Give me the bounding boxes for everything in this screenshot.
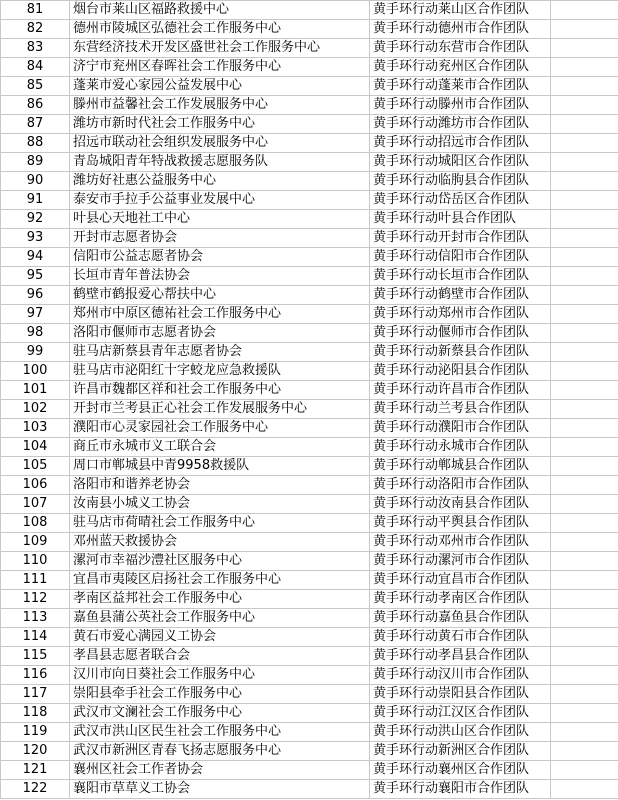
organization-name-cell: 信阳市公益志愿者协会: [70, 248, 370, 267]
table-row: [1, 514, 618, 533]
empty-cell: [551, 210, 618, 229]
empty-cell: [551, 571, 618, 590]
team-name-cell: 黄手环行动永城市合作团队: [370, 438, 551, 457]
empty-cell: [551, 324, 618, 343]
row-number-cell: 119: [1, 723, 70, 742]
table-row: [1, 647, 618, 666]
organization-name-cell: 洛阳市偃师市志愿者协会: [70, 324, 370, 343]
team-name-cell: 黄手环行动滕州市合作团队: [370, 96, 551, 115]
table-row: [1, 267, 618, 286]
empty-cell: [551, 628, 618, 647]
empty-cell: [551, 476, 618, 495]
table-row: [1, 381, 618, 400]
row-number-cell: 118: [1, 704, 70, 723]
team-name-cell: 黄手环行动洛阳市合作团队: [370, 476, 551, 495]
table-row: [1, 704, 618, 723]
empty-cell: [551, 115, 618, 134]
empty-cell: [551, 248, 618, 267]
team-name-cell: 黄手环行动襄州区合作团队: [370, 761, 551, 780]
organization-name-cell: 黄石市爱心满园义工协会: [70, 628, 370, 647]
organization-name-cell: 武汉市文澜社会工作服务中心: [70, 704, 370, 723]
table-row: [1, 324, 618, 343]
organization-name-cell: 青岛城阳青年特战救援志愿服务队: [70, 153, 370, 172]
team-name-cell: 黄手环行动兖州区合作团队: [370, 58, 551, 77]
table-row: [1, 628, 618, 647]
organization-name-cell: 襄阳市草草义工协会: [70, 780, 370, 799]
row-number-cell: 82: [1, 20, 70, 39]
table-row: [1, 533, 618, 552]
empty-cell: [551, 134, 618, 153]
table-row: [1, 172, 618, 191]
row-number-cell: 89: [1, 153, 70, 172]
empty-cell: [551, 704, 618, 723]
table-row: [1, 552, 618, 571]
empty-cell: [551, 552, 618, 571]
organization-name-cell: 鹤壁市鹤报爱心帮扶中心: [70, 286, 370, 305]
team-name-cell: 黄手环行动叶县合作团队: [370, 210, 551, 229]
table-row: [1, 495, 618, 514]
empty-cell: [551, 685, 618, 704]
empty-cell: [551, 438, 618, 457]
empty-cell: [551, 39, 618, 58]
row-number-cell: 101: [1, 381, 70, 400]
empty-cell: [551, 286, 618, 305]
organization-name-cell: 开封市兰考县正心社会工作发展服务中心: [70, 400, 370, 419]
organization-name-cell: 濮阳市心灵家园社会工作服务中心: [70, 419, 370, 438]
organization-name-cell: 驻马店市泌阳红十字蛟龙应急救援队: [70, 362, 370, 381]
table-row: [1, 115, 618, 134]
organization-name-cell: 武汉市新洲区青春飞扬志愿服务中心: [70, 742, 370, 761]
table-row: [1, 362, 618, 381]
empty-cell: [551, 419, 618, 438]
row-number-cell: 83: [1, 39, 70, 58]
organization-name-cell: 潍坊市新时代社会工作服务中心: [70, 115, 370, 134]
table-row: [1, 153, 618, 172]
organization-name-cell: 孝南区益邦社会工作服务中心: [70, 590, 370, 609]
team-name-cell: 黄手环行动新洲区合作团队: [370, 742, 551, 761]
team-name-cell: 黄手环行动开封市合作团队: [370, 229, 551, 248]
team-name-cell: 黄手环行动襄阳市合作团队: [370, 780, 551, 799]
organization-name-cell: 济宁市兖州区春晖社会工作服务中心: [70, 58, 370, 77]
row-number-cell: 109: [1, 533, 70, 552]
row-number-cell: 107: [1, 495, 70, 514]
table-row: [1, 419, 618, 438]
row-number-cell: 108: [1, 514, 70, 533]
table-row: [1, 1, 618, 20]
row-number-cell: 91: [1, 191, 70, 210]
empty-cell: [551, 362, 618, 381]
organization-name-cell: 长垣市青年普法协会: [70, 267, 370, 286]
row-number-cell: 86: [1, 96, 70, 115]
team-name-cell: 黄手环行动崇阳县合作团队: [370, 685, 551, 704]
team-name-cell: 黄手环行动洪山区合作团队: [370, 723, 551, 742]
empty-cell: [551, 533, 618, 552]
row-number-cell: 112: [1, 590, 70, 609]
row-number-cell: 114: [1, 628, 70, 647]
team-name-cell: 黄手环行动新蔡县合作团队: [370, 343, 551, 362]
team-name-cell: 黄手环行动临朐县合作团队: [370, 172, 551, 191]
team-name-cell: 黄手环行动长垣市合作团队: [370, 267, 551, 286]
empty-cell: [551, 77, 618, 96]
row-number-cell: 120: [1, 742, 70, 761]
table-row: [1, 39, 618, 58]
organization-name-cell: 驻马店新蔡县青年志愿者协会: [70, 343, 370, 362]
team-name-cell: 黄手环行动许昌市合作团队: [370, 381, 551, 400]
team-name-cell: 黄手环行动宜昌市合作团队: [370, 571, 551, 590]
empty-cell: [551, 723, 618, 742]
organization-name-cell: 嘉鱼县蒲公英社会工作服务中心: [70, 609, 370, 628]
table-row: [1, 780, 618, 799]
row-number-cell: 90: [1, 172, 70, 191]
table-row: [1, 438, 618, 457]
empty-cell: [551, 229, 618, 248]
empty-cell: [551, 381, 618, 400]
organization-name-cell: 泰安市手拉手公益事业发展中心: [70, 191, 370, 210]
team-name-cell: 黄手环行动平舆县合作团队: [370, 514, 551, 533]
empty-cell: [551, 590, 618, 609]
team-name-cell: 黄手环行动黄石市合作团队: [370, 628, 551, 647]
empty-cell: [551, 96, 618, 115]
organization-name-cell: 襄州区社会工作者协会: [70, 761, 370, 780]
team-name-cell: 黄手环行动城阳区合作团队: [370, 153, 551, 172]
team-name-cell: 黄手环行动岱岳区合作团队: [370, 191, 551, 210]
row-number-cell: 111: [1, 571, 70, 590]
empty-cell: [551, 305, 618, 324]
row-number-cell: 85: [1, 77, 70, 96]
team-name-cell: 黄手环行动孝南区合作团队: [370, 590, 551, 609]
table-row: [1, 742, 618, 761]
table-row: [1, 723, 618, 742]
team-name-cell: 黄手环行动招远市合作团队: [370, 134, 551, 153]
row-number-cell: 92: [1, 210, 70, 229]
organization-name-cell: 叶县心天地社工中心: [70, 210, 370, 229]
row-number-cell: 113: [1, 609, 70, 628]
empty-cell: [551, 761, 618, 780]
team-name-cell: 黄手环行动泌阳县合作团队: [370, 362, 551, 381]
organization-name-cell: 驻马店市荷晴社会工作服务中心: [70, 514, 370, 533]
row-number-cell: 84: [1, 58, 70, 77]
organization-name-cell: 洛阳市和谐养老协会: [70, 476, 370, 495]
organization-name-cell: 商丘市永城市义工联合会: [70, 438, 370, 457]
team-name-cell: 黄手环行动漯河市合作团队: [370, 552, 551, 571]
team-name-cell: 黄手环行动潍坊市合作团队: [370, 115, 551, 134]
team-name-cell: 黄手环行动郸城县合作团队: [370, 457, 551, 476]
row-number-cell: 105: [1, 457, 70, 476]
table-row: [1, 457, 618, 476]
team-name-cell: 黄手环行动莱山区合作团队: [370, 1, 551, 20]
empty-cell: [551, 666, 618, 685]
empty-cell: [551, 191, 618, 210]
table-row: [1, 77, 618, 96]
row-number-cell: 81: [1, 1, 70, 20]
organization-name-cell: 汉川市向日葵社会工作服务中心: [70, 666, 370, 685]
organization-name-cell: 蓬莱市爱心家园公益发展中心: [70, 77, 370, 96]
table-row: [1, 20, 618, 39]
empty-cell: [551, 172, 618, 191]
row-number-cell: 96: [1, 286, 70, 305]
row-number-cell: 93: [1, 229, 70, 248]
organization-name-cell: 郑州市中原区德祐社会工作服务中心: [70, 305, 370, 324]
team-name-cell: 黄手环行动蓬莱市合作团队: [370, 77, 551, 96]
empty-cell: [551, 495, 618, 514]
row-number-cell: 99: [1, 343, 70, 362]
row-number-cell: 104: [1, 438, 70, 457]
organization-name-cell: 招远市联动社会组织发展服务中心: [70, 134, 370, 153]
row-number-cell: 116: [1, 666, 70, 685]
team-name-cell: 黄手环行动邓州市合作团队: [370, 533, 551, 552]
organization-name-cell: 东营经济技术开发区盛世社会工作服务中心: [70, 39, 370, 58]
empty-cell: [551, 457, 618, 476]
row-number-cell: 87: [1, 115, 70, 134]
row-number-cell: 97: [1, 305, 70, 324]
organization-name-cell: 周口市郸城县中青9958救援队: [70, 457, 370, 476]
row-number-cell: 102: [1, 400, 70, 419]
table-row: [1, 229, 618, 248]
table-row: [1, 210, 618, 229]
row-number-cell: 94: [1, 248, 70, 267]
organization-name-cell: 邓州蓝天救援协会: [70, 533, 370, 552]
empty-cell: [551, 153, 618, 172]
table-row: [1, 685, 618, 704]
table-row: [1, 134, 618, 153]
table-row: [1, 666, 618, 685]
row-number-cell: 95: [1, 267, 70, 286]
row-number-cell: 98: [1, 324, 70, 343]
table-row: [1, 476, 618, 495]
row-number-cell: 100: [1, 362, 70, 381]
table-row: [1, 571, 618, 590]
team-name-cell: 黄手环行动德州市合作团队: [370, 20, 551, 39]
table-row: [1, 609, 618, 628]
table-row: [1, 58, 618, 77]
row-number-cell: 88: [1, 134, 70, 153]
table-row: [1, 590, 618, 609]
organization-name-cell: 孝昌县志愿者联合会: [70, 647, 370, 666]
row-number-cell: 115: [1, 647, 70, 666]
empty-cell: [551, 647, 618, 666]
team-name-cell: 黄手环行动濮阳市合作团队: [370, 419, 551, 438]
empty-cell: [551, 742, 618, 761]
empty-cell: [551, 514, 618, 533]
table-row: [1, 248, 618, 267]
team-name-cell: 黄手环行动兰考县合作团队: [370, 400, 551, 419]
table-body: [1, 1, 618, 799]
team-name-cell: 黄手环行动嘉鱼县合作团队: [370, 609, 551, 628]
organization-name-cell: 烟台市莱山区福路救援中心: [70, 1, 370, 20]
organization-name-cell: 许昌市魏都区祥和社会工作服务中心: [70, 381, 370, 400]
organization-name-cell: 开封市志愿者协会: [70, 229, 370, 248]
organization-name-cell: 汝南县小城义工协会: [70, 495, 370, 514]
team-name-cell: 黄手环行动郑州市合作团队: [370, 305, 551, 324]
empty-cell: [551, 267, 618, 286]
table-row: [1, 400, 618, 419]
table-row: [1, 305, 618, 324]
empty-cell: [551, 400, 618, 419]
table-row: [1, 286, 618, 305]
team-name-cell: 黄手环行动汉川市合作团队: [370, 666, 551, 685]
row-number-cell: 110: [1, 552, 70, 571]
organization-name-cell: 漯河市幸福沙澧社区服务中心: [70, 552, 370, 571]
team-name-cell: 黄手环行动江汉区合作团队: [370, 704, 551, 723]
organization-name-cell: 武汉市洪山区民生社会工作服务中心: [70, 723, 370, 742]
empty-cell: [551, 20, 618, 39]
table-row: [1, 761, 618, 780]
organization-name-cell: 潍坊好社惠公益服务中心: [70, 172, 370, 191]
row-number-cell: 122: [1, 780, 70, 799]
table-row: [1, 343, 618, 362]
empty-cell: [551, 58, 618, 77]
table-row: [1, 191, 618, 210]
team-name-cell: 黄手环行动孝昌县合作团队: [370, 647, 551, 666]
organization-name-cell: 崇阳县牵手社会工作服务中心: [70, 685, 370, 704]
organization-name-cell: 滕州市益馨社会工作发展服务中心: [70, 96, 370, 115]
row-number-cell: 106: [1, 476, 70, 495]
row-number-cell: 103: [1, 419, 70, 438]
table-row: [1, 96, 618, 115]
organization-name-cell: 德州市陵城区弘德社会工作服务中心: [70, 20, 370, 39]
team-name-cell: 黄手环行动东营市合作团队: [370, 39, 551, 58]
empty-cell: [551, 343, 618, 362]
empty-cell: [551, 1, 618, 20]
empty-cell: [551, 780, 618, 799]
organization-name-cell: 宜昌市夷陵区启扬社会工作服务中心: [70, 571, 370, 590]
row-number-cell: 117: [1, 685, 70, 704]
team-name-cell: 黄手环行动信阳市合作团队: [370, 248, 551, 267]
row-number-cell: 121: [1, 761, 70, 780]
empty-cell: [551, 609, 618, 628]
team-name-cell: 黄手环行动偃师市合作团队: [370, 324, 551, 343]
team-name-cell: 黄手环行动鹤壁市合作团队: [370, 286, 551, 305]
team-name-cell: 黄手环行动汝南县合作团队: [370, 495, 551, 514]
